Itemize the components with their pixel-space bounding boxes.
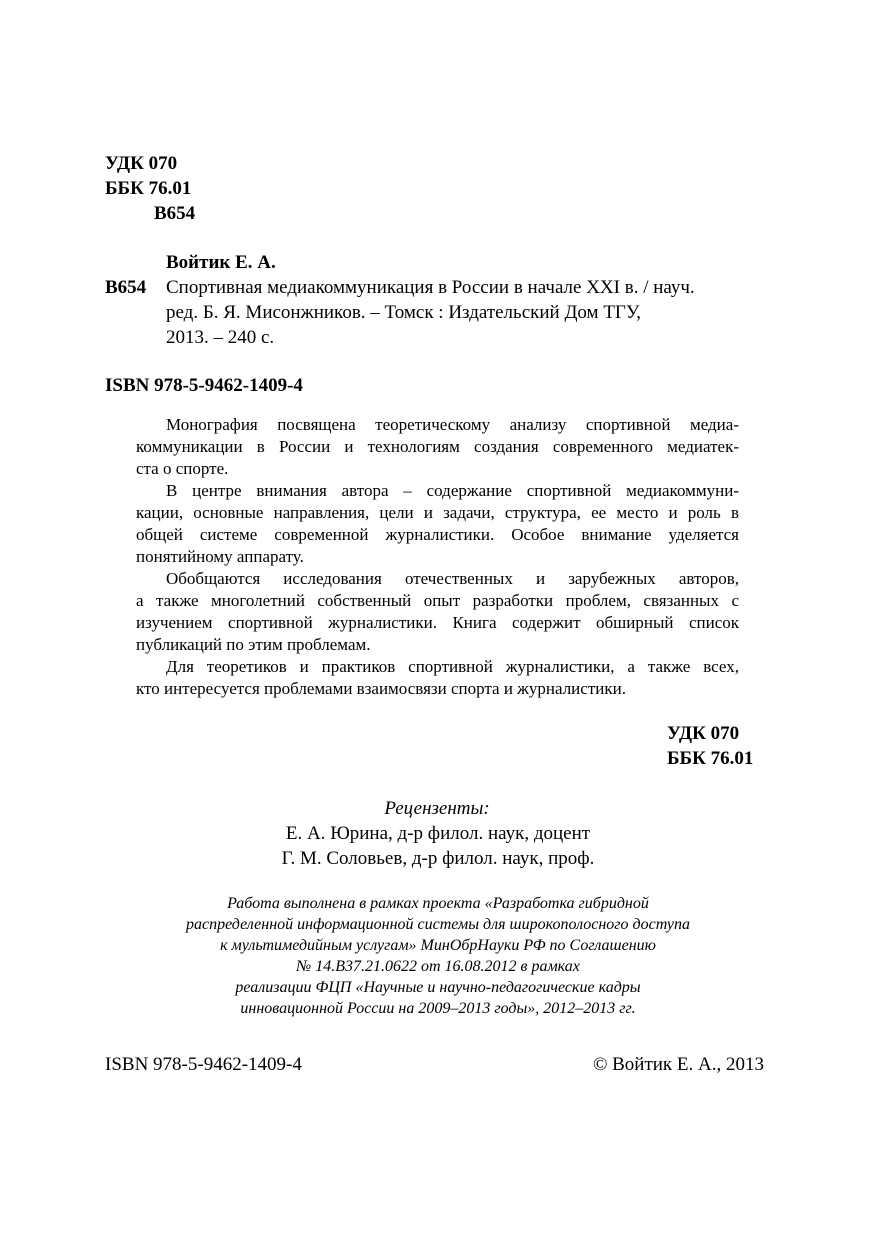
abstract-line: В центре внимания автора – содержание спортивной медиакоммуни- <box>166 481 739 500</box>
abstract-line: а также многолетний собственный опыт разработки проблем, связанных с <box>136 591 739 610</box>
grant-line: инновационной России на 2009–2013 годы», 2012–2013 гг. <box>240 1000 636 1017</box>
reviewer-1: Е. А. Юрина, д-р филол. наук, доцент <box>285 823 591 844</box>
bib-line-3: 2013. – 240 с. <box>166 327 275 348</box>
author-name: Войтик Е. А. <box>166 252 276 273</box>
reviewer-2: Г. М. Соловьев, д-р филол. наук, проф. <box>281 848 595 869</box>
abstract-line: Для теоретиков и практиков спортивной журналистики, а также всех, <box>166 657 739 676</box>
author-mark: В654 <box>154 203 196 224</box>
copyright: © Войтик Е. А., 2013 <box>592 1054 764 1075</box>
bbk-code: ББК 76.01 <box>105 178 192 199</box>
bib-author-mark: В654 <box>105 277 147 298</box>
abstract-line: публикаций по этим проблемам. <box>136 635 371 654</box>
bib-line-2: ред. Б. Я. Мисонжников. – Томск : Издательский Дом ТГУ, <box>166 302 642 323</box>
bib-line-1: Спортивная медиакоммуникация в России в начале XXI в. / науч. <box>166 277 695 298</box>
udk-code: УДК 070 <box>105 153 178 174</box>
abstract <box>136 414 739 700</box>
abstract-line: изучением спортивной журналистики. Книга содержит обширный список <box>136 613 739 632</box>
abstract-line: Монография посвящена теоретическому анализу спортивной медиа- <box>166 415 739 434</box>
abstract-line: Обобщаются исследования отечественных и зарубежных авторов, <box>166 569 739 588</box>
udk-code-right: УДК 070 <box>667 723 740 744</box>
bbk-code-right: ББК 76.01 <box>667 748 754 769</box>
isbn-footer: ISBN 978-5-9462-1409-4 <box>105 1054 302 1075</box>
reviewers-title: Рецензенты: <box>384 798 490 819</box>
isbn-heading: ISBN 978-5-9462-1409-4 <box>105 375 303 396</box>
grant-line: № 14.В37.21.0622 от 16.08.2012 в рамках <box>296 958 580 975</box>
grant-note <box>0 893 876 1019</box>
abstract-line: ста о спорте. <box>136 459 229 478</box>
abstract-line: кто интересуется проблемами взаимосвязи спорта и журналистики. <box>136 679 626 698</box>
grant-line: к мультимедийным услугам» МинОбрНауки РФ по Соглашению <box>220 937 656 954</box>
grant-line: распределенной информационной системы для широкополосного доступа <box>186 916 690 933</box>
abstract-line: понятийному аппарату. <box>136 547 304 566</box>
grant-line: Работа выполнена в рамках проекта «Разработка гибридной <box>227 895 649 912</box>
grant-line: реализации ФЦП «Научные и научно-педагогические кадры <box>235 979 641 996</box>
abstract-line: кации, основные направления, цели и задачи, структура, ее место и роль в <box>136 503 739 522</box>
abstract-line: коммуникации в России и технологиям создания современного медиатек- <box>136 437 739 456</box>
abstract-line: общей системе современной журналистики. Особое внимание уделяется <box>136 525 739 544</box>
